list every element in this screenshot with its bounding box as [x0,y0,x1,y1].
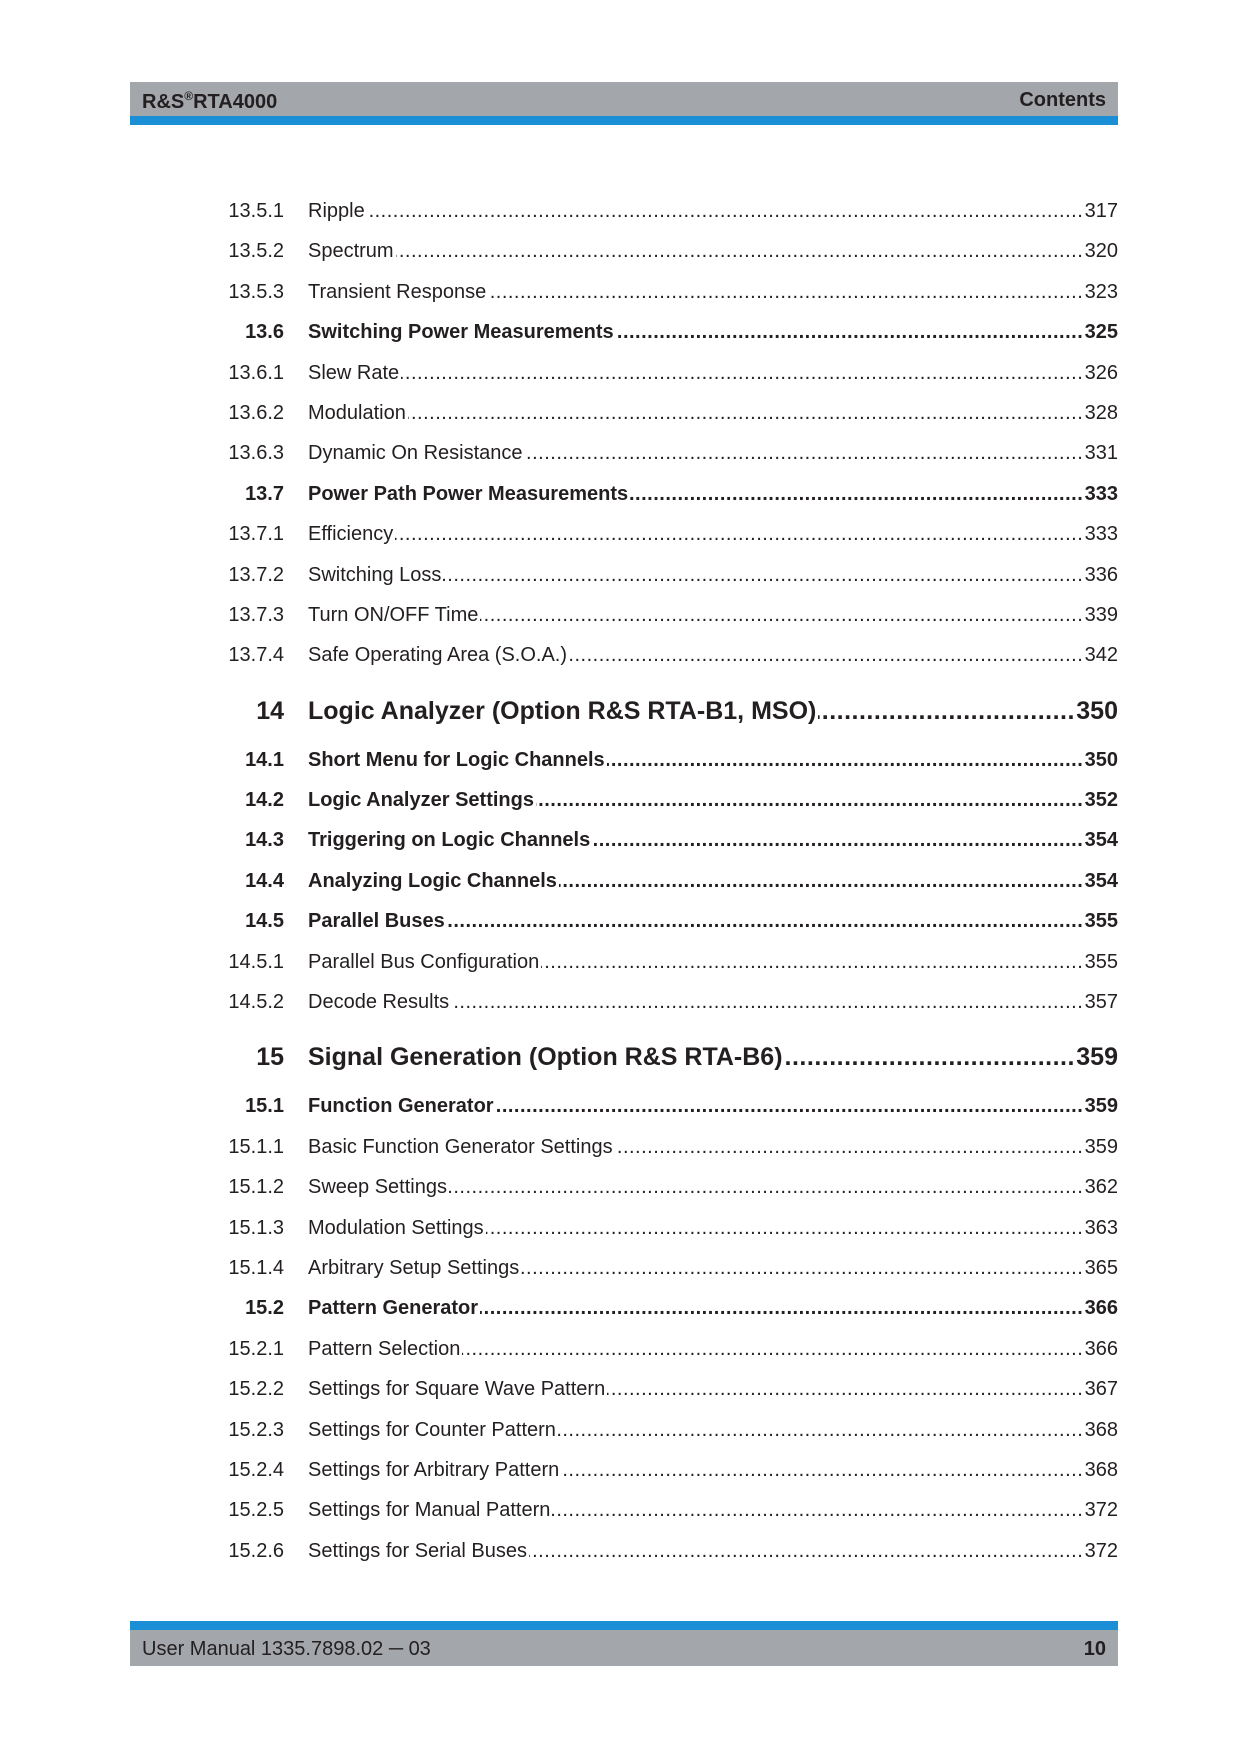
toc-entry-title-text: Transient Response [308,280,487,303]
toc-entry-title [308,604,1083,627]
toc-entry-title [308,644,1083,667]
toc-entry-title [308,240,1083,263]
toc-entry-page: 325 [1084,321,1118,344]
toc-entry[interactable] [130,1297,1118,1337]
toc-entry-number: 15.1 [245,1095,284,1118]
toc-entry-number: 14.4 [245,869,284,892]
toc-entry-title-text: Logic Analyzer Settings [308,789,534,812]
toc-entry-page: 336 [1084,563,1118,586]
toc-entry-number: 15.2.3 [228,1418,284,1441]
toc-entry-title [308,281,1083,304]
toc-entry-number: 13.7.3 [228,603,284,626]
toc-entry-page: 366 [1084,1337,1118,1360]
toc-entry-page: 352 [1084,789,1118,812]
toc-entry-title [308,1297,1083,1320]
toc-entry[interactable] [130,1257,1118,1297]
toc-entry[interactable] [130,240,1118,280]
toc-entry-title-text: Safe Operating Area (S.O.A.) [308,644,568,667]
toc-entry-title-text: Decode Results [308,991,450,1014]
toc-entry-title-text: Switching Loss [308,563,442,586]
toc-entry-title [308,564,1083,587]
toc-entry-title-text: Triggering on Logic Channels [308,829,591,852]
toc-entry-title [308,991,1083,1014]
toc-entry[interactable] [130,749,1118,789]
toc-entry-number: 15.2.2 [228,1378,284,1401]
toc-entry-number: 15 [256,1043,284,1072]
toc-entry-number: 13.5.2 [228,240,284,263]
toc-entry-title [308,789,1083,812]
toc-entry-page: 354 [1084,829,1118,852]
toc-entry-number: 14.3 [245,829,284,852]
toc-entry-title [308,321,1083,344]
toc-entry-title [308,483,1083,506]
toc-entry[interactable] [130,1419,1118,1459]
toc-entry-title [308,1540,1083,1563]
toc-entry[interactable] [130,1095,1118,1135]
toc-entry-number: 15.2.6 [228,1539,284,1562]
toc-entry[interactable] [130,1540,1118,1580]
toc-entry-title-text: Dynamic On Resistance [308,442,523,465]
toc-entry-title-text: Function Generator [308,1095,494,1118]
toc-entry-title-text: Short Menu for Logic Channels [308,748,605,771]
toc-entry-page: 339 [1084,603,1118,626]
toc-entry-title [308,402,1083,425]
toc-entry-title [308,1257,1083,1280]
toc-entry-title-text: Power Path Power Measurements [308,482,629,505]
toc-entry[interactable] [130,1136,1118,1176]
toc-entry-number: 14.5 [245,910,284,933]
toc-entry[interactable] [130,523,1118,563]
toc-entry-page: 350 [1076,696,1118,725]
toc-entry-title [308,1217,1083,1240]
toc-entry-number: 15.1.3 [228,1216,284,1239]
toc-entry-number: 14 [256,696,284,725]
toc-entry[interactable] [130,281,1118,321]
toc-entry[interactable] [130,991,1118,1031]
toc-entry-title-text: Settings for Manual Pattern [308,1499,551,1522]
toc-entry-number: 13.7.4 [228,644,284,667]
toc-entry-title-text: Modulation Settings [308,1216,484,1239]
toc-entry-page: 363 [1084,1216,1118,1239]
toc-entry-number: 13.6 [245,321,284,344]
toc-entry-title-text: Efficiency [308,523,394,546]
registered-mark: ® [184,89,194,103]
toc-entry-title [308,829,1083,852]
toc-entry-number: 13.6.2 [228,401,284,424]
toc-entry-number: 13.7 [245,482,284,505]
toc-entry-number: 13.6.3 [228,442,284,465]
toc-entry-page: 367 [1084,1378,1118,1401]
toc-entry-title [308,1176,1083,1199]
toc-entry[interactable] [130,1499,1118,1539]
toc-entry[interactable] [130,1338,1118,1378]
toc-entry-number: 14.1 [245,748,284,771]
toc-entry[interactable] [130,402,1118,442]
toc-entry-title-text: Slew Rate [308,361,400,384]
toc-entry[interactable] [130,564,1118,604]
toc-entry-number: 13.7.2 [228,563,284,586]
toc-entry-page: 368 [1084,1418,1118,1441]
toc-entry-page: 359 [1076,1043,1118,1072]
toc-entry-page: 365 [1084,1256,1118,1279]
toc-entry-title [308,951,1083,974]
toc-entry-title [308,1095,1083,1118]
toc-entry-page: 354 [1084,869,1118,892]
toc-entry-title-text: Settings for Arbitrary Pattern [308,1458,560,1481]
toc-entry-page: 366 [1084,1297,1118,1320]
toc-entry-number: 13.5.3 [228,280,284,303]
toc-entry-title [308,1136,1083,1159]
toc-entry-number: 14.5.2 [228,991,284,1014]
toc-entry-title-text: Settings for Counter Pattern [308,1418,556,1441]
toc-entry-page: 333 [1084,482,1118,505]
footer-rule [130,1621,1118,1630]
toc-entry-title [308,697,1074,726]
toc-entry[interactable] [130,951,1118,991]
toc-entry[interactable] [130,1378,1118,1418]
toc-entry-title-text: Sweep Settings [308,1176,447,1199]
header-product [142,89,277,114]
toc-entry-page: 342 [1084,644,1118,667]
toc-entry[interactable] [130,483,1118,523]
toc-entry[interactable] [130,829,1118,869]
header-rule [130,116,1118,125]
toc-entry-title [308,1419,1083,1442]
toc-entry-page: 372 [1084,1539,1118,1562]
toc-entry-title-text: Spectrum [308,240,394,263]
toc-entry-page: 350 [1084,748,1118,771]
toc-entry-page: 362 [1084,1176,1118,1199]
toc-entry-page: 355 [1084,910,1118,933]
toc-entry-title [308,523,1083,546]
toc-entry-title [308,1499,1083,1522]
toc-entry-title [308,1459,1083,1482]
toc-entry[interactable] [130,910,1118,950]
toc-entry-title-text: Analyzing Logic Channels [308,869,557,892]
toc-entry-number: 13.6.1 [228,361,284,384]
toc-entry-title [308,200,1083,223]
toc-entry[interactable] [130,789,1118,829]
toc-entry-page: 359 [1084,1095,1118,1118]
toc-entry[interactable] [130,870,1118,910]
toc-entry-number: 15.1.2 [228,1176,284,1199]
header-section: Contents [1019,89,1106,111]
toc-entry-title-text: Modulation [308,401,406,424]
toc-entry-title [308,1378,1083,1401]
toc-entry-title [308,1338,1083,1361]
toc-entry-title [308,442,1083,465]
toc-entry-title-text: Parallel Bus Configuration [308,950,540,973]
toc-entry-page: 359 [1084,1135,1118,1158]
toc-entry-title-text: Basic Function Generator Settings [308,1135,613,1158]
toc-entry-title-text: Turn ON/OFF Time [308,603,479,626]
toc-entry-number: 13.7.1 [228,523,284,546]
toc-entry[interactable] [130,442,1118,482]
toc-entry[interactable] [130,362,1118,402]
toc-entry-page: 317 [1084,200,1118,222]
toc-entry-title-text: Settings for Serial Buses [308,1539,527,1562]
toc-entry-page: 326 [1084,361,1118,384]
toc-entry[interactable] [130,1459,1118,1499]
toc-entry[interactable] [130,697,1118,749]
toc-entry-title [308,1043,1074,1072]
toc-entry-page: 323 [1084,280,1118,303]
table-of-contents [130,200,1118,1580]
toc-entry-number: 15.2.1 [228,1337,284,1360]
toc-entry-title [308,362,1083,385]
toc-entry-title-text: Pattern Generator [308,1297,479,1320]
toc-entry-number: 15.2.4 [228,1458,284,1481]
toc-entry[interactable] [130,321,1118,361]
page-header [130,82,1118,116]
toc-entry-number: 15.2 [245,1297,284,1320]
toc-entry[interactable] [130,604,1118,644]
toc-entry-title-text: Parallel Buses [308,910,445,933]
toc-entry-page: 331 [1084,442,1118,465]
toc-entry-number: 15.2.5 [228,1499,284,1522]
toc-entry-number: 15.1.1 [228,1135,284,1158]
toc-entry-page: 320 [1084,240,1118,263]
toc-entry-title-text: Signal Generation (Option R&S RTA-B6) [308,1043,783,1072]
toc-entry-title-text: Arbitrary Setup Settings [308,1256,520,1279]
toc-entry-page: 368 [1084,1458,1118,1481]
toc-entry-title-text: Logic Analyzer (Option R&S RTA-B1, MSO) [308,696,817,725]
toc-entry-page: 357 [1084,991,1118,1014]
toc-entry[interactable] [130,1217,1118,1257]
toc-entry[interactable] [130,644,1118,684]
toc-entry-title-text: Settings for Square Wave Pattern [308,1378,606,1401]
toc-entry[interactable] [130,1176,1118,1216]
toc-entry-number: 14.5.1 [228,950,284,973]
header-brand: R&S [142,91,185,113]
toc-entry-number: 15.1.4 [228,1256,284,1279]
toc-entry-title-text: Switching Power Measurements [308,321,614,344]
page-footer [130,1630,1118,1666]
toc-entry-title-text: Pattern Selection [308,1337,461,1360]
toc-entry-page: 355 [1084,950,1118,973]
footer-manual: User Manual 1335.7898.02 ─ 03 [142,1638,431,1660]
toc-entry[interactable] [130,200,1118,240]
toc-entry-title [308,870,1083,893]
header-model: RTA4000 [193,91,278,113]
toc-entry-page: 328 [1084,401,1118,424]
footer-page-number: 10 [1083,1638,1106,1660]
toc-entry-page: 333 [1084,523,1118,546]
toc-entry-title-text: Ripple [308,200,365,222]
toc-entry[interactable] [130,1043,1118,1095]
toc-entry-title [308,749,1083,772]
toc-entry-number: 13.5.1 [228,200,284,222]
toc-entry-title [308,910,1083,933]
toc-entry-page: 372 [1084,1499,1118,1522]
toc-entry-number: 14.2 [245,789,284,812]
